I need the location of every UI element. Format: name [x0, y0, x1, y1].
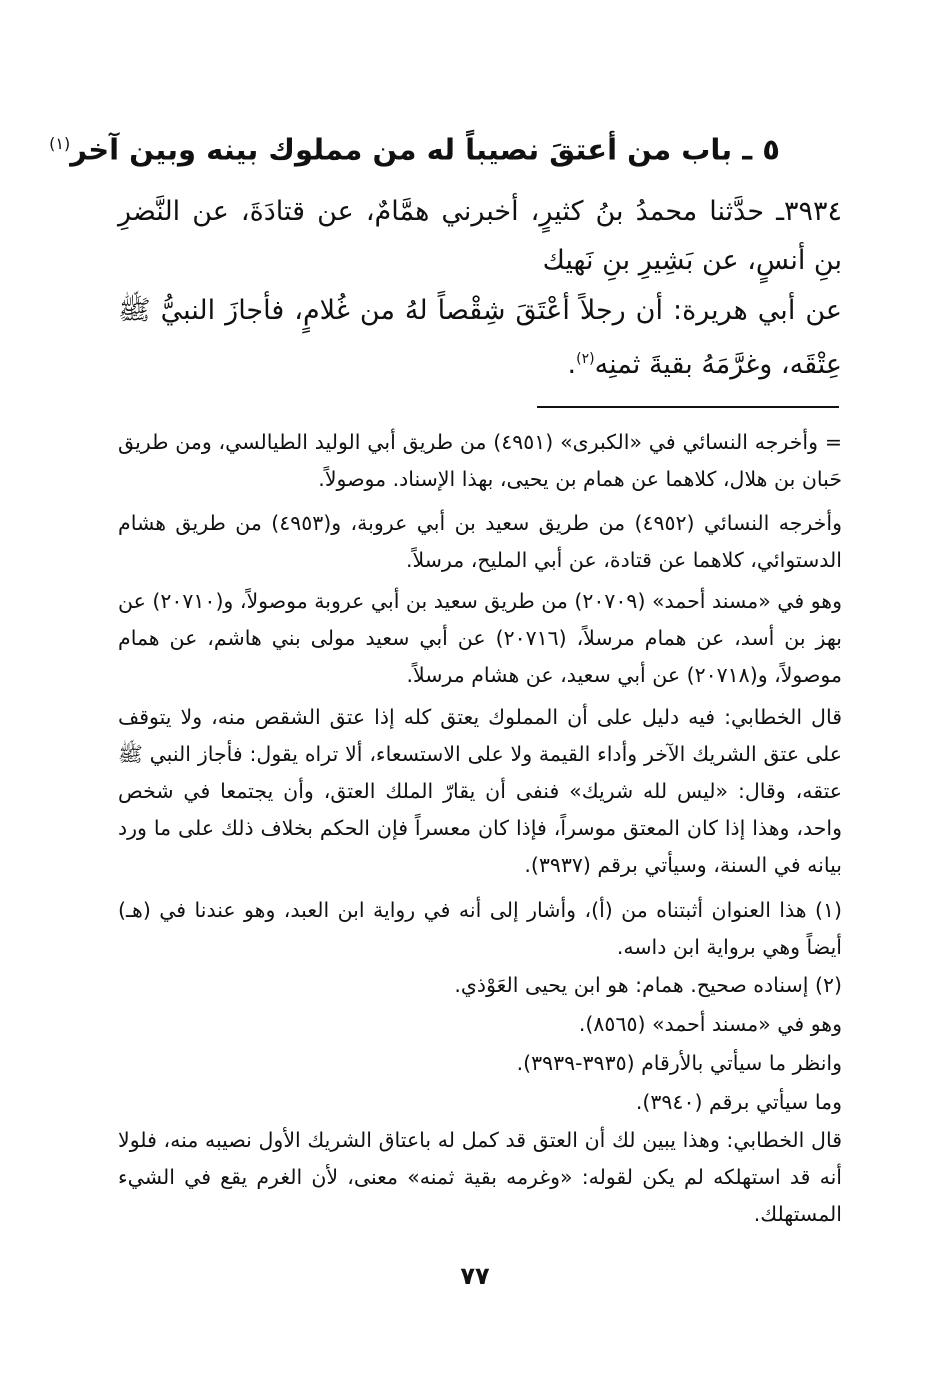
hadith-end-mark: . — [567, 349, 577, 380]
footnote-paragraph: وانظر ما سيأتي بالأرقام (٣٩٣٥-٣٩٣٩). — [516, 1051, 842, 1075]
footnote-paragraph: وهو في «مسند أحمد» (٢٠٧٠٩) من طريق سعيد بن أبي عروبة موصولاً، و(٢٠٧١٠) عن بهز بن أسد، عن همام مرسلاً، (٢٠٧١٦) عن أبي سعيد مولى بني هاشم، عن همام موصولاً، و(٢٠٧١٨) عن أبي سعيد، عن هشام مرسلاً. — [118, 589, 843, 687]
footnote-paragraph: = وأخرجه النسائي في «الكبرى» (٤٩٥١) من طريق أبي الوليد الطيالسي، ومن طريق حَبان بن هلال، كلاهما عن همام بن يحيى، بهذا الإسناد. موصولاً. — [118, 430, 842, 491]
footnote-paragraph: وأخرجه النسائي (٤٩٥٢) من طريق سعيد بن أبي عروبة، و(٤٩٥٣) من طريق هشام الدستوائي، كلاهما عن قتادة، عن أبي المليح، مرسلاً. — [118, 511, 842, 572]
hadith-isnad: ٣٩٣٤ـ حدَّثنا محمدُ بنُ كثيرٍ، أخبرني همَّامٌ، عن قتادَةَ، عن النَّضرِ بنِ أنسٍ، عن بَشِيرِ بنِ نَهيك — [118, 196, 842, 276]
footnote-paragraph: (٢) إسناده صحيح. همام: هو ابن يحيى العَوْذي. — [454, 973, 842, 997]
footnote-paragraph: قال الخطابي: وهذا يبين لك أن العتق قد كمل له باعتاق الشريك الأول نصيبه منه، فلولا أنه قد استهلكه لم يكن لقوله: «وغرمه بقية ثمنه» معنى، لأن الغرم يقع في الشيء المستهلك. — [118, 1128, 842, 1226]
footnote-paragraph: وهو في «مسند أحمد» (٨٥٦٥). — [578, 1012, 842, 1036]
page-number: ٧٧ — [460, 1262, 490, 1290]
footnote-separator — [537, 406, 839, 408]
hadith-matn-text: عن أبي هريرة: أن رجلاً أعْتَقَ شِقْصاً لهُ من غُلامٍ، فأجازَ النبيُّ ﷺ عِتْقَه، وغرَّمَهُ بقيةَ ثمنِه — [118, 295, 842, 380]
chapter-title — [49, 122, 780, 172]
chapter-title-text: ٥ ـ باب من أعتقَ نصيباً له من مملوك بينه وبين آخر — [70, 132, 780, 167]
footnote-paragraph: قال الخطابي: فيه دليل على أن المملوك يعتق كله إذا عتق الشقص منه، ولا يتوقف على عتق الشريك الآخر وأداء القيمة ولا على الاستسعاء، ألا تراه يقول: فأجاز النبي ﷺ عتقه، وقال: «ليس لله شريك» فنفى أن يقارّ الملك العتق، وأن يجتمعا في شخص واحد، وهذا إذا كان المعتق موسراً، فإذا كان معسراً فإن الحكم بخلاف ذلك على ما ورد بيانه في السنة، وسيأتي برقم (٣٩٣٧). — [118, 705, 842, 877]
chapter-footnote-ref: (١) — [49, 134, 71, 153]
footnote-paragraph: (١) هذا العنوان أثبتناه من (أ)، وأشار إلى أنه في رواية ابن العبد، وهو عندنا في (هـ) أيضاً وهي برواية ابن داسه. — [118, 898, 842, 959]
hadith-matn — [118, 286, 842, 389]
hadith-footnote-ref: (٢) — [576, 351, 595, 367]
footnote-paragraph: وما سيأتي برقم (٣٩٤٠). — [635, 1090, 842, 1114]
